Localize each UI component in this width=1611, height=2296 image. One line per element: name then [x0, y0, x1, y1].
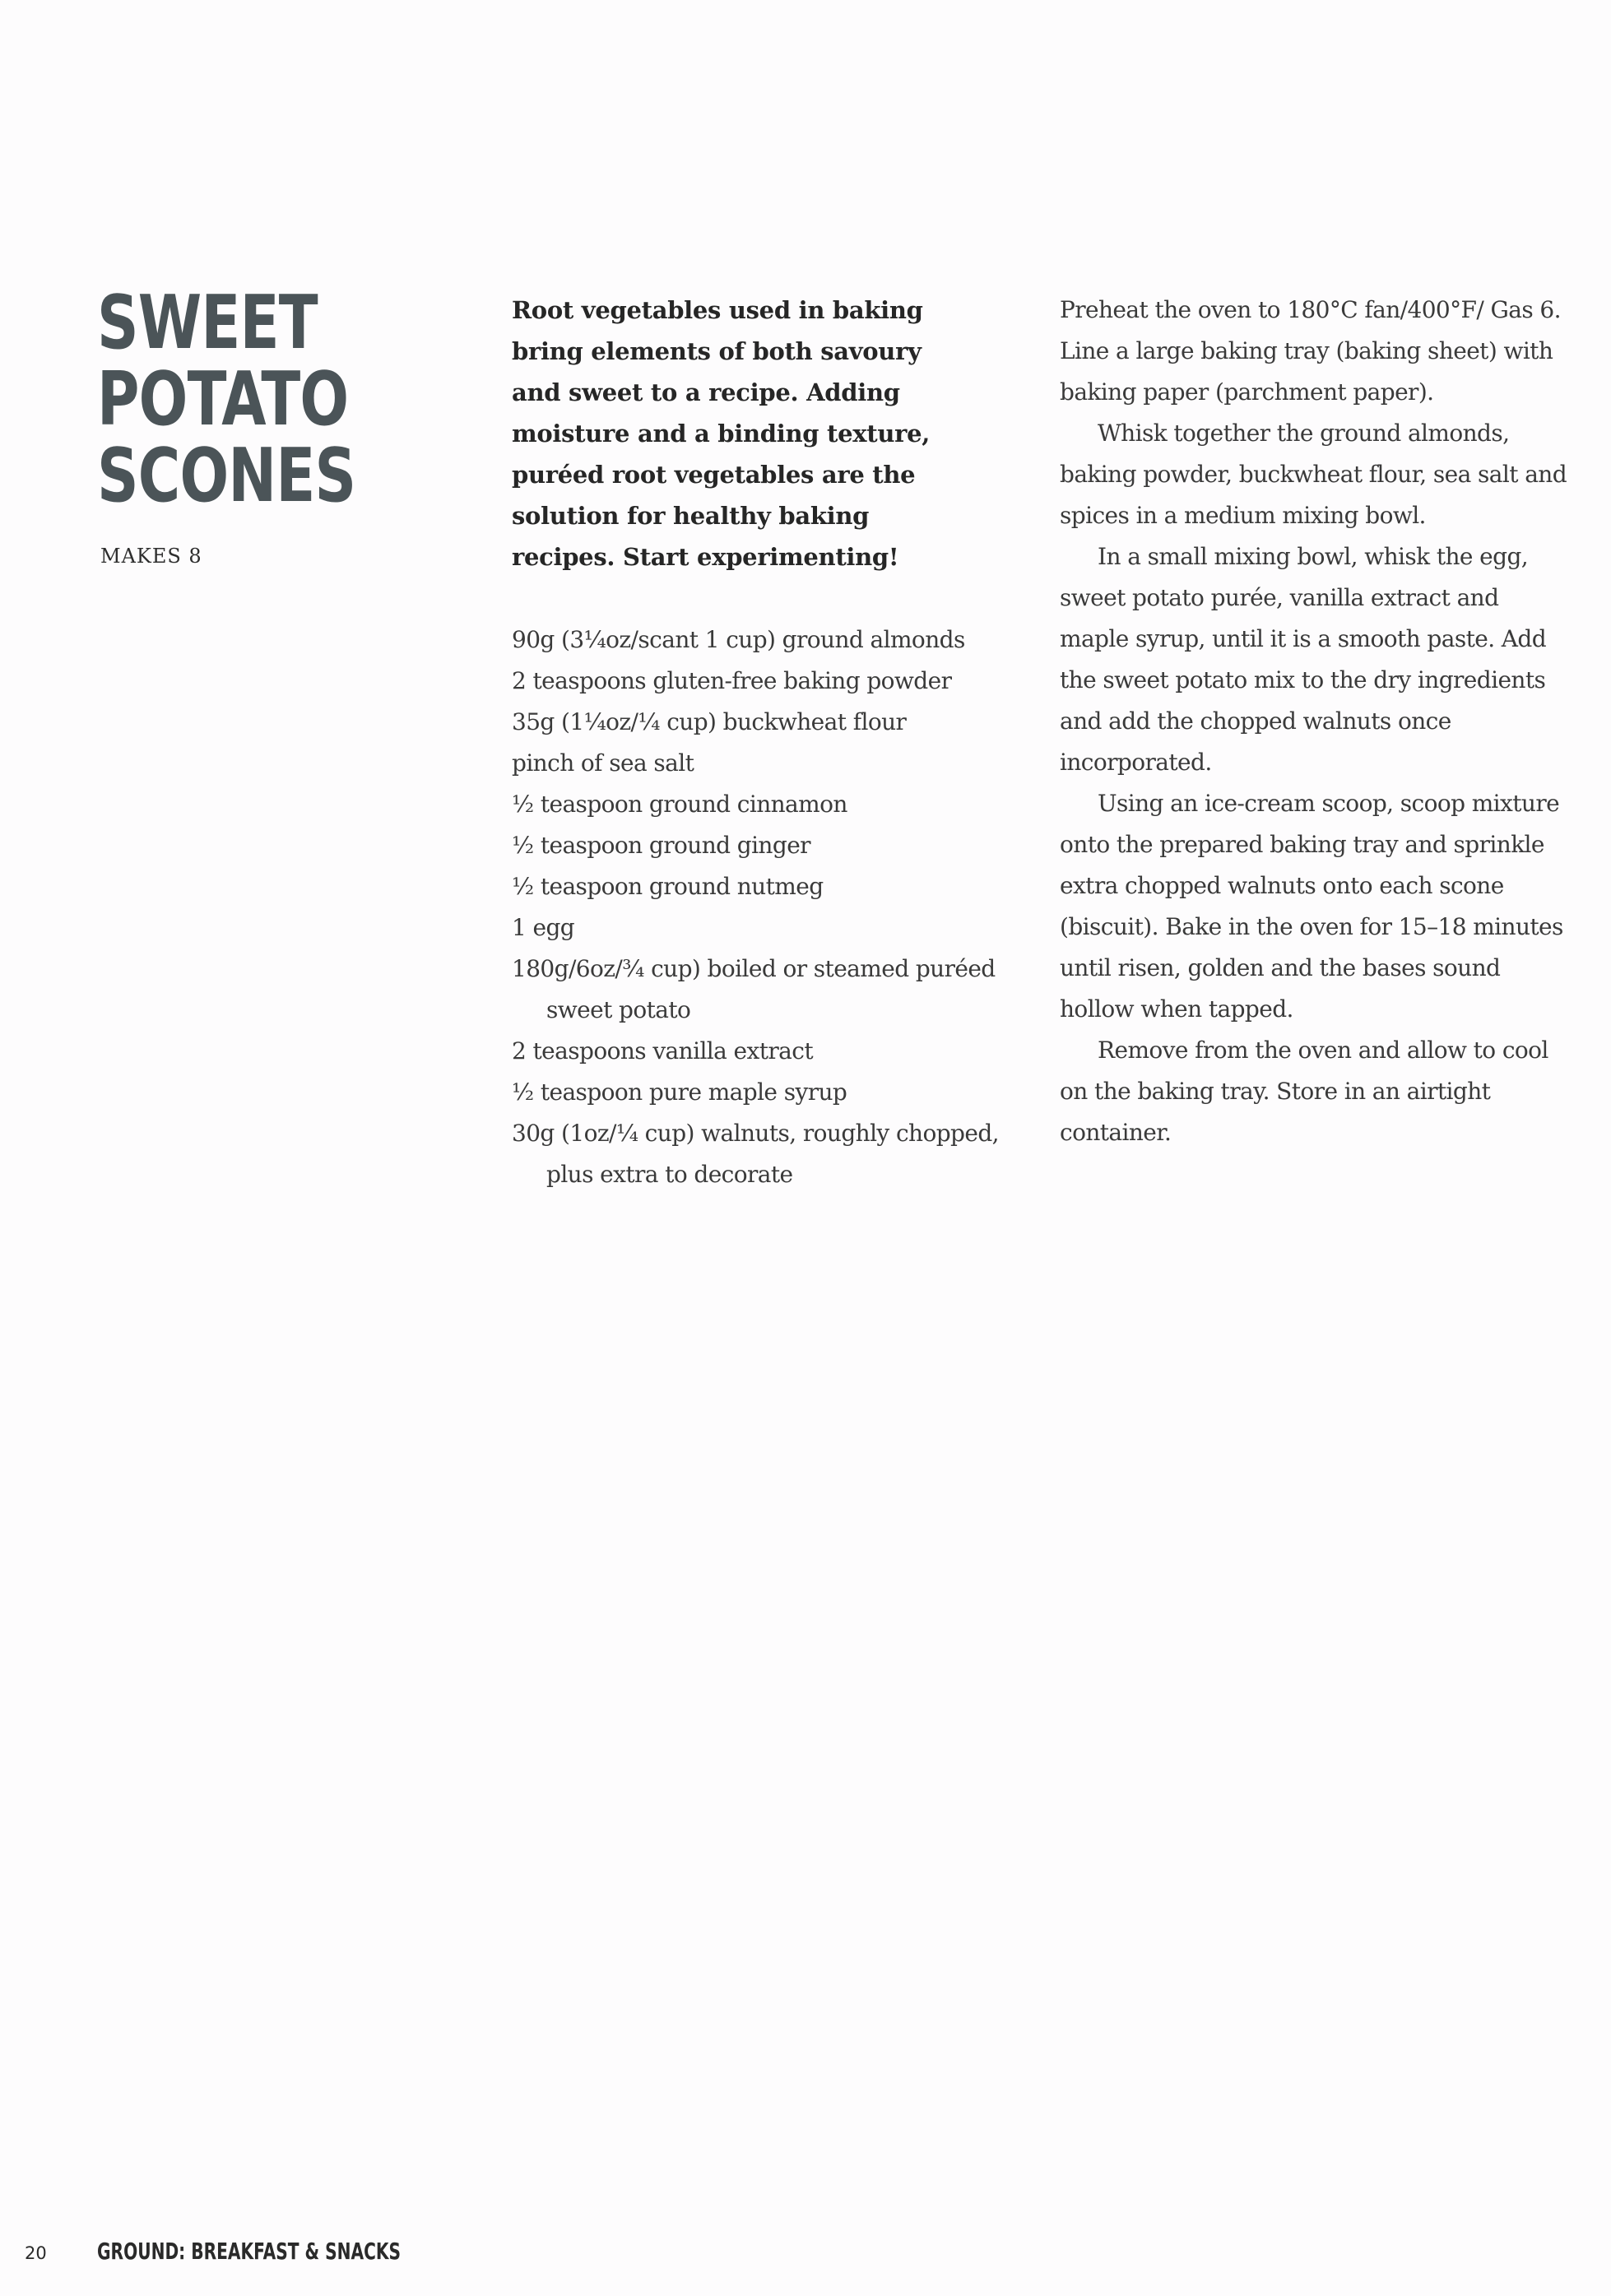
ingredient-item: 180g/6oz/¾ cup) boiled or steamed puréed sweet potato: [512, 955, 996, 1023]
ingredient-item: ½ teaspoon ground ginger: [512, 832, 810, 859]
title-line-2: POTATO: [97, 356, 349, 443]
ingredients-list: [512, 619, 1022, 1195]
page-number: 20: [25, 2243, 47, 2263]
ingredient-item: ½ teaspoon ground nutmeg: [512, 873, 824, 900]
ingredient-item: 2 teaspoons vanilla extract: [512, 1037, 813, 1065]
ingredient-item: 1 egg: [512, 914, 575, 941]
method-step-1: Preheat the oven to 180°C fan/400°F/ Gas 6. Line a large baking tray (baking sheet) with baking paper (parchment paper).: [1060, 296, 1561, 406]
ingredient-item: ½ teaspoon pure maple syrup: [512, 1078, 847, 1106]
ingredient-item: 2 teaspoons gluten-free baking powder: [512, 667, 952, 694]
section-title: GROUND: BREAKFAST & SNACKS: [97, 2238, 402, 2265]
method-step-2: Whisk together the ground almonds, baking powder, buckwheat flour, sea salt and spices in a medium mixing bowl.: [1060, 420, 1567, 529]
recipe-title: [97, 280, 356, 519]
ingredient-item: pinch of sea salt: [512, 749, 694, 777]
ingredient-item: 30g (1oz/¼ cup) walnuts, roughly chopped, plus extra to decorate: [512, 1120, 999, 1188]
method-steps: [1060, 290, 1570, 1153]
method-step-5: Remove from the oven and allow to cool on the baking tray. Store in an airtight container.: [1060, 1037, 1548, 1146]
title-line-1: SWEET: [97, 280, 318, 366]
method-step-3: In a small mixing bowl, whisk the egg, sweet potato purée, vanilla extract and maple syrup, until it is a smooth paste. Add the sweet potato mix to the dry ingredients and add the chopped walnuts once incorporated.: [1060, 543, 1547, 776]
ingredient-item: 35g (1¼oz/¼ cup) buckwheat flour: [512, 708, 907, 735]
ingredient-item: 90g (3¼oz/scant 1 cup) ground almonds: [512, 626, 965, 653]
recipe-intro: [512, 290, 973, 577]
intro-text: Root vegetables used in baking bring elements of both savoury and sweet to a recipe. Adding moisture and a binding texture, puréed root vegetables are the solution for healthy baking recipes. Start experimenting!: [512, 296, 931, 571]
title-line-3: SCONES: [97, 433, 356, 519]
method-step-4: Using an ice-cream scoop, scoop mixture onto the prepared baking tray and sprinkle extra chopped walnuts onto each scone (biscuit). Bake in the oven for 15–18 minutes until risen, golden and the bases sound hollow when tapped.: [1060, 790, 1563, 1023]
ingredient-item: ½ teaspoon ground cinnamon: [512, 791, 847, 818]
recipe-yield: MAKES 8: [100, 545, 202, 568]
